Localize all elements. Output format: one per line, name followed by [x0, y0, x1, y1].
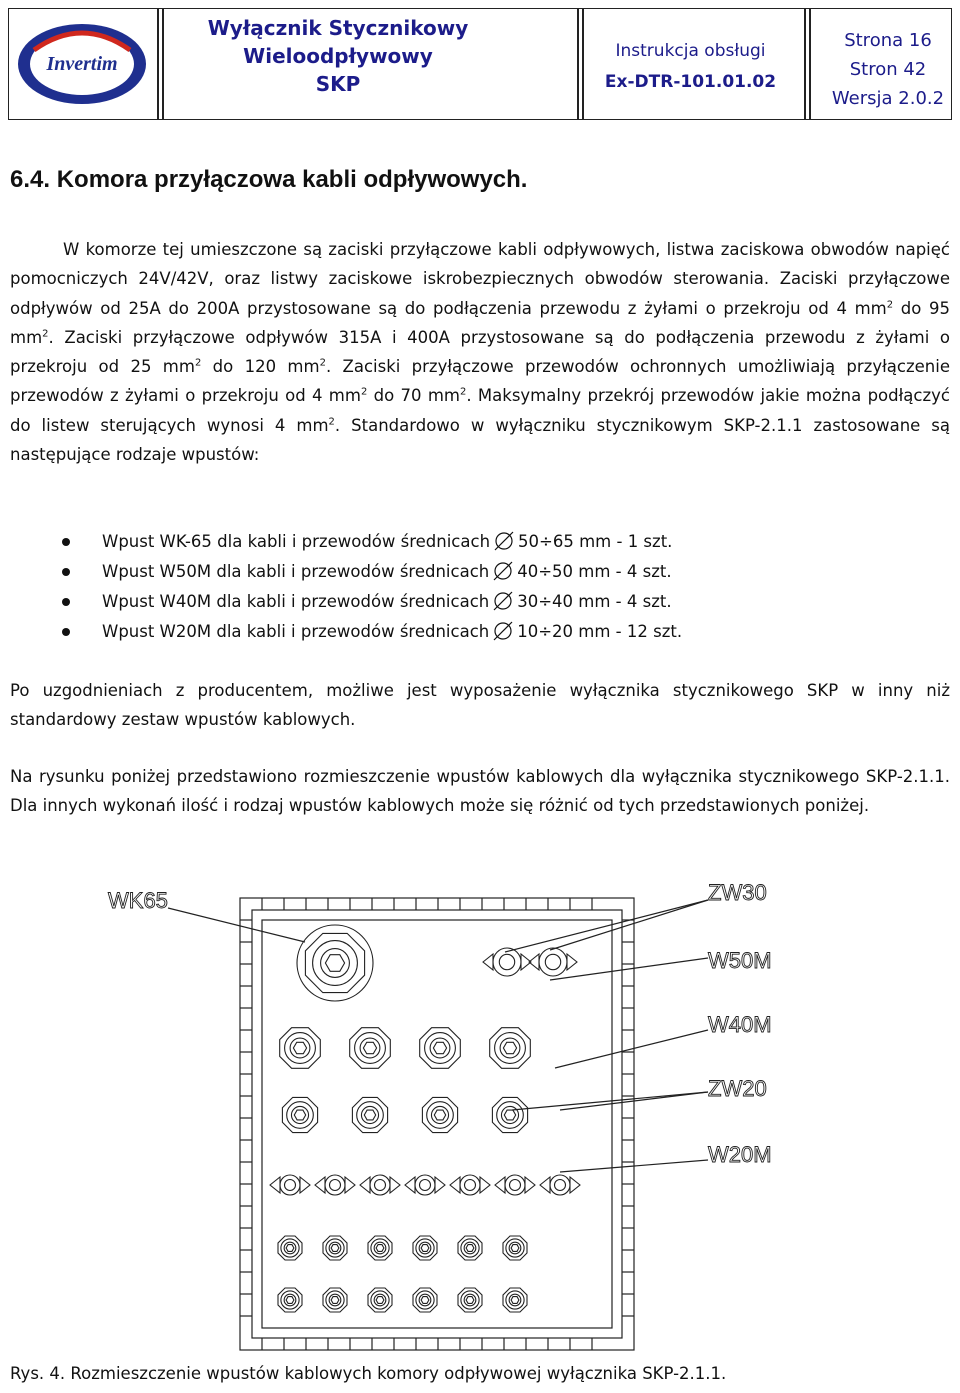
page-info: [823, 26, 953, 113]
version: Wersja 2.0.2: [831, 88, 945, 109]
bullet-icon: [62, 538, 70, 546]
gland-w50m: [490, 1028, 531, 1069]
label-w50m: W50M: [708, 948, 772, 973]
cap-zw20: [540, 1175, 580, 1195]
section-title: 6.4. Komora przyłączowa kabli odpływowych.: [10, 166, 528, 193]
gland-w40m: [422, 1097, 457, 1132]
label-w20m: W20M: [708, 1142, 772, 1167]
gland-w50m: [350, 1028, 391, 1069]
customization-paragraph: Po uzgodnieniach z producentem, możliwe jest wyposażenie wyłącznika stycznikowego SKP w inny niż standardowy zestaw wpustów kablowych.: [10, 681, 950, 730]
title-line: SKP: [315, 72, 361, 96]
gland-w40m: [492, 1097, 527, 1132]
gland-w50m: [420, 1028, 461, 1069]
company-logo: [18, 24, 146, 104]
diameter-icon: [493, 591, 513, 611]
gland-layout-drawing: [0, 870, 960, 1360]
cap-zw20: [315, 1175, 355, 1195]
diameter-icon: [494, 531, 514, 551]
bullet-icon: [62, 568, 70, 576]
label-wk65: WK65: [108, 888, 168, 913]
cap-zw20: [405, 1175, 445, 1195]
list-item: Wpust W50M dla kabli i przewodów średnicach 40÷50 mm - 4 szt.: [62, 557, 682, 587]
list-item: Wpust WK-65 dla kabli i przewodów średnicach 50÷65 mm - 1 szt.: [62, 527, 682, 557]
title-line: Wyłącznik Stycznikowy: [207, 16, 469, 40]
label-zw30: ZW30: [708, 880, 767, 905]
gland-w40m: [282, 1097, 317, 1132]
document-reference: [598, 36, 783, 98]
page-count: Stron 42: [849, 59, 927, 80]
gland-w20m: [503, 1288, 527, 1312]
cap-zw30: [529, 948, 577, 976]
bullet-icon: [62, 598, 70, 606]
gland-wk65-ring: [297, 925, 373, 1001]
bullet-icon: [62, 628, 70, 636]
document-number: Ex-DTR-101.01.02: [604, 72, 777, 92]
label-zw20: ZW20: [708, 1076, 767, 1101]
list-item: Wpust W20M dla kabli i przewodów średnicach 10÷20 mm - 12 szt.: [62, 617, 682, 647]
logo-text: Invertim: [46, 53, 118, 75]
diameter-icon: [493, 561, 513, 581]
gland-w20m: [413, 1236, 437, 1260]
gland-w20m: [278, 1236, 302, 1260]
gland-w20m: [368, 1288, 392, 1312]
manual-label: Instrukcja obsługi: [615, 41, 766, 61]
cap-zw20: [360, 1175, 400, 1195]
title-line: Wieloodpływowy: [243, 44, 433, 68]
gland-w20m: [503, 1236, 527, 1260]
cap-zw20: [270, 1175, 310, 1195]
gland-w20m: [323, 1288, 347, 1312]
label-w40m: W40M: [708, 1012, 772, 1037]
gland-w20m: [458, 1236, 482, 1260]
gland-w40m: [352, 1097, 387, 1132]
gland-w20m: [278, 1288, 302, 1312]
document-title: [188, 14, 488, 98]
gland-wk65: [305, 933, 364, 992]
intro-paragraph: W komorze tej umieszczone są zaciski przyłączowe kabli odpływowych, listwa zaciskowa obwodów napięć pomocniczych 24V/42V, oraz listwy zaciskowe iskrobezpiecznych obwodów sterowania. Zaciski przyłączowe odpływów od 25A do 200A przystosowane są do podłączenia przewodu z żyłami o przekroju od 4 $mm^2$ do 95 $mm^2$. Zaciski przyłączowe odpływów 315A i 400A przystosowane są do podłączenia przewodu z żyłami o przekroju od 25 $mm^2$ do 120 $mm^2$. Zaciski przyłączowe przewodów ochronnych umożliwiają przyłączenie przewodów z żyłami o przekroju od 4 $mm^2$ do 70 $mm^2$. Maksymalny przekrój przewodów jakie można podłączyć do listew sterujących wynosi 4 $mm^2$. Standardowo w wyłączniku stycznikowym SKP-2.1.1 zastosowane są następujące rodzaje wpustów:: [10, 240, 950, 465]
cap-zw30: [483, 948, 531, 976]
diameter-icon: [493, 621, 513, 641]
cap-zw20: [495, 1175, 535, 1195]
list-item: Wpust W40M dla kabli i przewodów średnicach 30÷40 mm - 4 szt.: [62, 587, 682, 617]
page-header: [8, 8, 952, 120]
gland-list: [62, 527, 682, 647]
gland-w20m: [368, 1236, 392, 1260]
gland-w20m: [458, 1288, 482, 1312]
cap-zw20: [450, 1175, 490, 1195]
figure-caption: Rys. 4. Rozmieszczenie wpustów kablowych komory odpływowej wyłącznika SKP-2.1.1.: [10, 1364, 727, 1383]
gland-w20m: [323, 1236, 347, 1260]
drawing-description-paragraph: Na rysunku poniżej przedstawiono rozmieszczenie wpustów kablowych dla wyłącznika stycznikowego SKP-2.1.1. Dla innych wykonań ilość i rodzaj wpustów kablowych może się różnić od tych przedstawionych poniżej.: [10, 767, 950, 816]
page-number: Strona 16: [844, 30, 932, 51]
gland-w50m: [280, 1028, 321, 1069]
gland-w20m: [413, 1288, 437, 1312]
